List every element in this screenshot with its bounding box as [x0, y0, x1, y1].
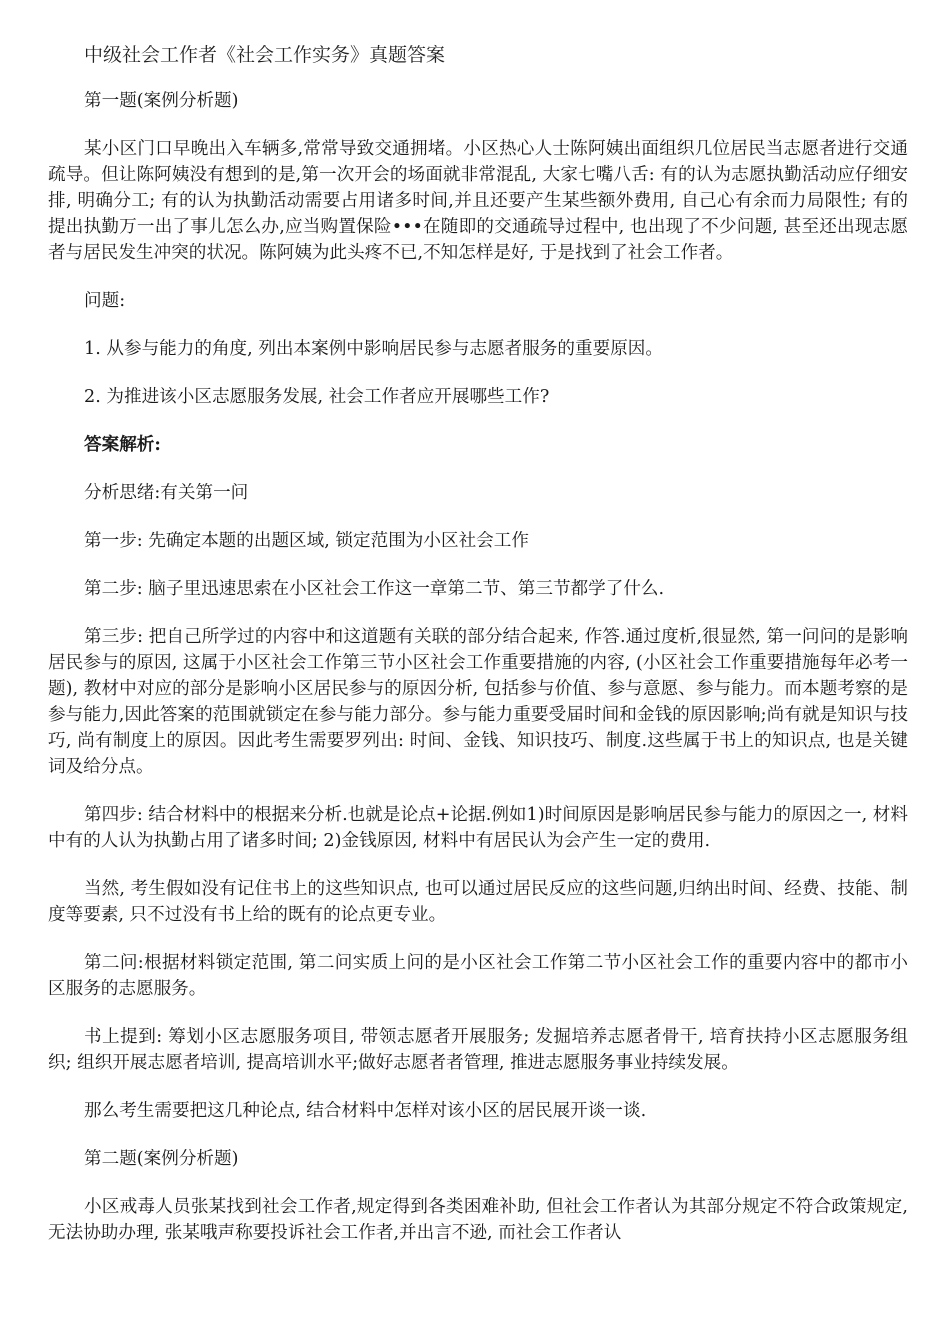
step-2: 第二步: 脑子里迅速思索在小区社会工作这一章第二节、第三节都学了什么.: [84, 579, 665, 599]
question-2: 2. 为推进该小区志愿服务发展, 社会工作者应开展哪些工作?: [84, 387, 550, 407]
book-points: 书上提到: 筹划小区志愿服务项目, 带领志愿者开展服务; 发掘培养志愿者骨干, 培育扶持小区志愿服务组织; 组织开展志愿者培训, 提高培训水平;做好志愿者者管理, 推进志愿服务事业持续发展。: [48, 1027, 908, 1073]
note-paragraph: 当然, 考生假如没有记住书上的这些知识点, 也可以通过居民反应的这些问题,归纳出时间、经费、技能、制度等要素, 只不过没有书上给的既有的论点更专业。: [48, 879, 908, 925]
case-paragraph-2: 小区戒毒人员张某找到社会工作者,规定得到各类困难补助, 但社会工作者认为其部分规定不符合政策规定,无法协助办理, 张某哦声称要投诉社会工作者,并出言不逊, 而社会工作者认: [48, 1197, 908, 1243]
step-3: 第三步: 把自己所学过的内容中和这道题有关联的部分结合起来, 作答.通过度析,很显然, 第一问问的是影响居民参与的原因, 这属于小区社会工作第三节小区社会工作重要措施的内容, (小区社会工作重要措施每年必考一题), 教材中对应的部分是影响小区居民参与的原因分析, 包括参与价值、参与意愿、参与能力。而本题考察的是参与能力,因此答案的范围就锁定在参与能力部分。参与能力重要受届时间和金钱的原因影响;尚有就是知识与技巧, 尚有制度上的原因。因此考生需要罗列出: 时间、金钱、知识技巧、制度.这些属于书上的知识点, 也是关键词及给分点。: [48, 627, 908, 777]
answer-heading: 答案解析:: [84, 434, 161, 455]
question-1: 1. 从参与能力的角度, 列出本案例中影响居民参与志愿者服务的重要原因。: [84, 339, 663, 359]
conclusion-paragraph: 那么考生需要把这几种论点, 结合材料中怎样对该小区的居民展开谈一谈.: [84, 1101, 647, 1121]
section-heading-1: 第一题(案例分析题): [84, 91, 239, 111]
question-label: 问题:: [84, 291, 126, 311]
analysis-intro: 分析思绪:有关第一问: [84, 483, 249, 503]
second-question-analysis: 第二问:根据材料锁定范围, 第二问实质上问的是小区社会工作第二节小区社会工作的重要内容中的都市小区服务的志愿服务。: [48, 953, 908, 999]
step-1: 第一步: 先确定本题的出题区域, 锁定范围为小区社会工作: [84, 531, 529, 551]
step-4: 第四步: 结合材料中的根据来分析.也就是论点+论据.例如1)时间原因是影响居民参与能力的原因之一, 材料中有的人认为执勤占用了诸多时间; 2)金钱原因, 材料中有居民认为会产生一定的费用.: [48, 805, 908, 851]
document-title: 中级社会工作者《社会工作实务》真题答案: [84, 44, 446, 66]
section-heading-2: 第二题(案例分析题): [84, 1149, 239, 1169]
document-page: [48, 42, 908, 1268]
case-paragraph: 某小区门口早晚出入车辆多,常常导致交通拥堵。小区热心人士陈阿姨出面组织几位居民当志愿者进行交通疏导。但让陈阿姨没有想到的是,第一次开会的场面就非常混乱, 大家七嘴八舌: 有的认为志愿执勤活动应仔细安排, 明确分工; 有的认为执勤活动需要占用诸多时间,并且还要产生某些额外费用, 自己心有余而力局限性; 有的提出执勤万一出了事儿怎么办,应当购置保险•••在随即的交通疏导过程中, 也出现了不少问题, 甚至还出现志愿者与居民发生冲突的状况。陈阿姨为此头疼不已,不知怎样是好, 于是找到了社会工作者。: [48, 139, 908, 263]
